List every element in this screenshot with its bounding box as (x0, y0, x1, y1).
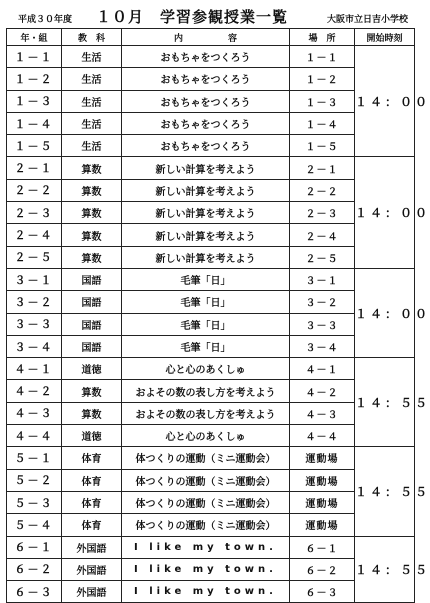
subject-cell: 生活 (62, 135, 122, 157)
content-cell: 毛筆「日」 (122, 268, 290, 290)
subject-cell: 算数 (62, 380, 122, 402)
content-cell: 新しい計算を考えよう (122, 157, 290, 179)
location-cell: 運動場 (290, 491, 355, 513)
location-cell: ３－２ (290, 291, 355, 313)
column-header-subject: 教 科 (62, 29, 122, 46)
subject-cell: 算数 (62, 157, 122, 179)
page-title: １０月 学習参観授業一覧 (96, 8, 289, 26)
subject-cell: 国語 (62, 335, 122, 357)
location-cell: １－５ (290, 135, 355, 157)
subject-cell: 国語 (62, 313, 122, 335)
content-cell: I like my town. (122, 536, 290, 558)
table-row (7, 157, 415, 179)
table-row (7, 581, 415, 603)
table-row (7, 402, 415, 424)
subject-cell: 算数 (62, 179, 122, 201)
content-cell: 体つくりの運動（ミニ運動会） (122, 514, 290, 536)
content-cell: おもちゃをつくろう (122, 112, 290, 134)
table-row (7, 112, 415, 134)
location-cell: ２－５ (290, 246, 355, 268)
table-row (7, 358, 415, 380)
content-cell: 毛筆「日」 (122, 291, 290, 313)
content-cell: およその数の表し方を考えよう (122, 380, 290, 402)
content-cell: 体つくりの運動（ミニ運動会） (122, 491, 290, 513)
table-row (7, 491, 415, 513)
document-header (6, 6, 414, 28)
location-cell: ３－３ (290, 313, 355, 335)
content-cell: 毛筆「日」 (122, 313, 290, 335)
start-time-cell: １４：００ (355, 157, 415, 268)
subject-cell: 算数 (62, 224, 122, 246)
location-cell: ３－１ (290, 268, 355, 290)
grade-class-cell: ５－４ (7, 514, 62, 536)
content-cell: 心と心のあくしゅ (122, 425, 290, 447)
table-row (7, 68, 415, 90)
table-row (7, 469, 415, 491)
location-cell: 運動場 (290, 469, 355, 491)
subject-cell: 体育 (62, 469, 122, 491)
location-cell: １－１ (290, 46, 355, 68)
location-cell: ２－２ (290, 179, 355, 201)
location-cell: ６－３ (290, 581, 355, 603)
column-header-content: 内 容 (122, 29, 290, 46)
content-cell: おもちゃをつくろう (122, 90, 290, 112)
table-row (7, 291, 415, 313)
location-cell: 運動場 (290, 447, 355, 469)
location-cell: ４－４ (290, 425, 355, 447)
start-time-cell: １４：５５ (355, 536, 415, 603)
location-cell: ４－２ (290, 380, 355, 402)
grade-class-cell: ３－１ (7, 268, 62, 290)
content-cell: およその数の表し方を考えよう (122, 402, 290, 424)
subject-cell: 生活 (62, 90, 122, 112)
content-cell: 新しい計算を考えよう (122, 179, 290, 201)
table-row (7, 380, 415, 402)
column-header-location: 場 所 (290, 29, 355, 46)
content-cell: 心と心のあくしゅ (122, 358, 290, 380)
content-cell: 新しい計算を考えよう (122, 224, 290, 246)
location-cell: ４－１ (290, 358, 355, 380)
location-cell: ２－３ (290, 202, 355, 224)
location-cell: ６－２ (290, 558, 355, 580)
subject-cell: 生活 (62, 46, 122, 68)
table-header-row (7, 29, 415, 46)
table-row (7, 46, 415, 68)
subject-cell: 道徳 (62, 425, 122, 447)
start-time-cell: １４：００ (355, 268, 415, 357)
column-header-start-time: 開始時刻 (355, 29, 415, 46)
content-cell: おもちゃをつくろう (122, 46, 290, 68)
grade-class-cell: ２－２ (7, 179, 62, 201)
location-cell: 運動場 (290, 514, 355, 536)
content-cell: おもちゃをつくろう (122, 68, 290, 90)
subject-cell: 体育 (62, 447, 122, 469)
content-cell: 体つくりの運動（ミニ運動会） (122, 447, 290, 469)
table-row (7, 514, 415, 536)
grade-class-cell: ４－３ (7, 402, 62, 424)
grade-class-cell: ４－４ (7, 425, 62, 447)
grade-class-cell: １－１ (7, 46, 62, 68)
grade-class-cell: ６－１ (7, 536, 62, 558)
grade-class-cell: １－４ (7, 112, 62, 134)
table-row (7, 447, 415, 469)
location-cell: １－２ (290, 68, 355, 90)
table-row (7, 313, 415, 335)
subject-cell: 生活 (62, 68, 122, 90)
grade-class-cell: ４－１ (7, 358, 62, 380)
grade-class-cell: １－２ (7, 68, 62, 90)
content-cell: I like my town. (122, 581, 290, 603)
grade-class-cell: ２－１ (7, 157, 62, 179)
subject-cell: 外国語 (62, 536, 122, 558)
grade-class-cell: ６－２ (7, 558, 62, 580)
subject-cell: 体育 (62, 514, 122, 536)
grade-class-cell: ２－５ (7, 246, 62, 268)
location-cell: ２－４ (290, 224, 355, 246)
table-row (7, 90, 415, 112)
content-cell: 体つくりの運動（ミニ運動会） (122, 469, 290, 491)
grade-class-cell: ５－１ (7, 447, 62, 469)
content-cell: I like my town. (122, 558, 290, 580)
class-observation-table (6, 28, 430, 603)
school-name: 大阪市立日吉小学校 (326, 15, 408, 25)
grade-class-cell: ３－４ (7, 335, 62, 357)
grade-class-cell: ３－２ (7, 291, 62, 313)
subject-cell: 外国語 (62, 558, 122, 580)
grade-class-cell: ５－２ (7, 469, 62, 491)
location-cell: ３－４ (290, 335, 355, 357)
subject-cell: 体育 (62, 491, 122, 513)
grade-class-cell: ２－３ (7, 202, 62, 224)
content-cell: 新しい計算を考えよう (122, 202, 290, 224)
table-row (7, 335, 415, 357)
school-year-label: 平成３０年度 (18, 15, 73, 25)
table-row (7, 179, 415, 201)
subject-cell: 外国語 (62, 581, 122, 603)
grade-class-cell: ４－２ (7, 380, 62, 402)
location-cell: ４－３ (290, 402, 355, 424)
start-time-cell: １４：５５ (355, 447, 415, 536)
content-cell: おもちゃをつくろう (122, 135, 290, 157)
grade-class-cell: ５－３ (7, 491, 62, 513)
table-row (7, 135, 415, 157)
table-row (7, 246, 415, 268)
location-cell: ６－１ (290, 536, 355, 558)
location-cell: １－４ (290, 112, 355, 134)
content-cell: 毛筆「日」 (122, 335, 290, 357)
location-cell: ２－１ (290, 157, 355, 179)
grade-class-cell: ３－３ (7, 313, 62, 335)
grade-class-cell: ２－４ (7, 224, 62, 246)
subject-cell: 算数 (62, 402, 122, 424)
subject-cell: 道徳 (62, 358, 122, 380)
grade-class-cell: １－５ (7, 135, 62, 157)
table-row (7, 558, 415, 580)
start-time-cell: １４：５５ (355, 358, 415, 447)
subject-cell: 算数 (62, 246, 122, 268)
table-row (7, 536, 415, 558)
subject-cell: 国語 (62, 291, 122, 313)
table-row (7, 224, 415, 246)
column-header-grade-class: 年・組 (7, 29, 62, 46)
table-row (7, 268, 415, 290)
subject-cell: 算数 (62, 202, 122, 224)
grade-class-cell: ６－３ (7, 581, 62, 603)
location-cell: １－３ (290, 90, 355, 112)
content-cell: 新しい計算を考えよう (122, 246, 290, 268)
subject-cell: 生活 (62, 112, 122, 134)
start-time-cell: １４：００ (355, 46, 415, 157)
table-row (7, 425, 415, 447)
grade-class-cell: １－３ (7, 90, 62, 112)
table-row (7, 202, 415, 224)
subject-cell: 国語 (62, 268, 122, 290)
